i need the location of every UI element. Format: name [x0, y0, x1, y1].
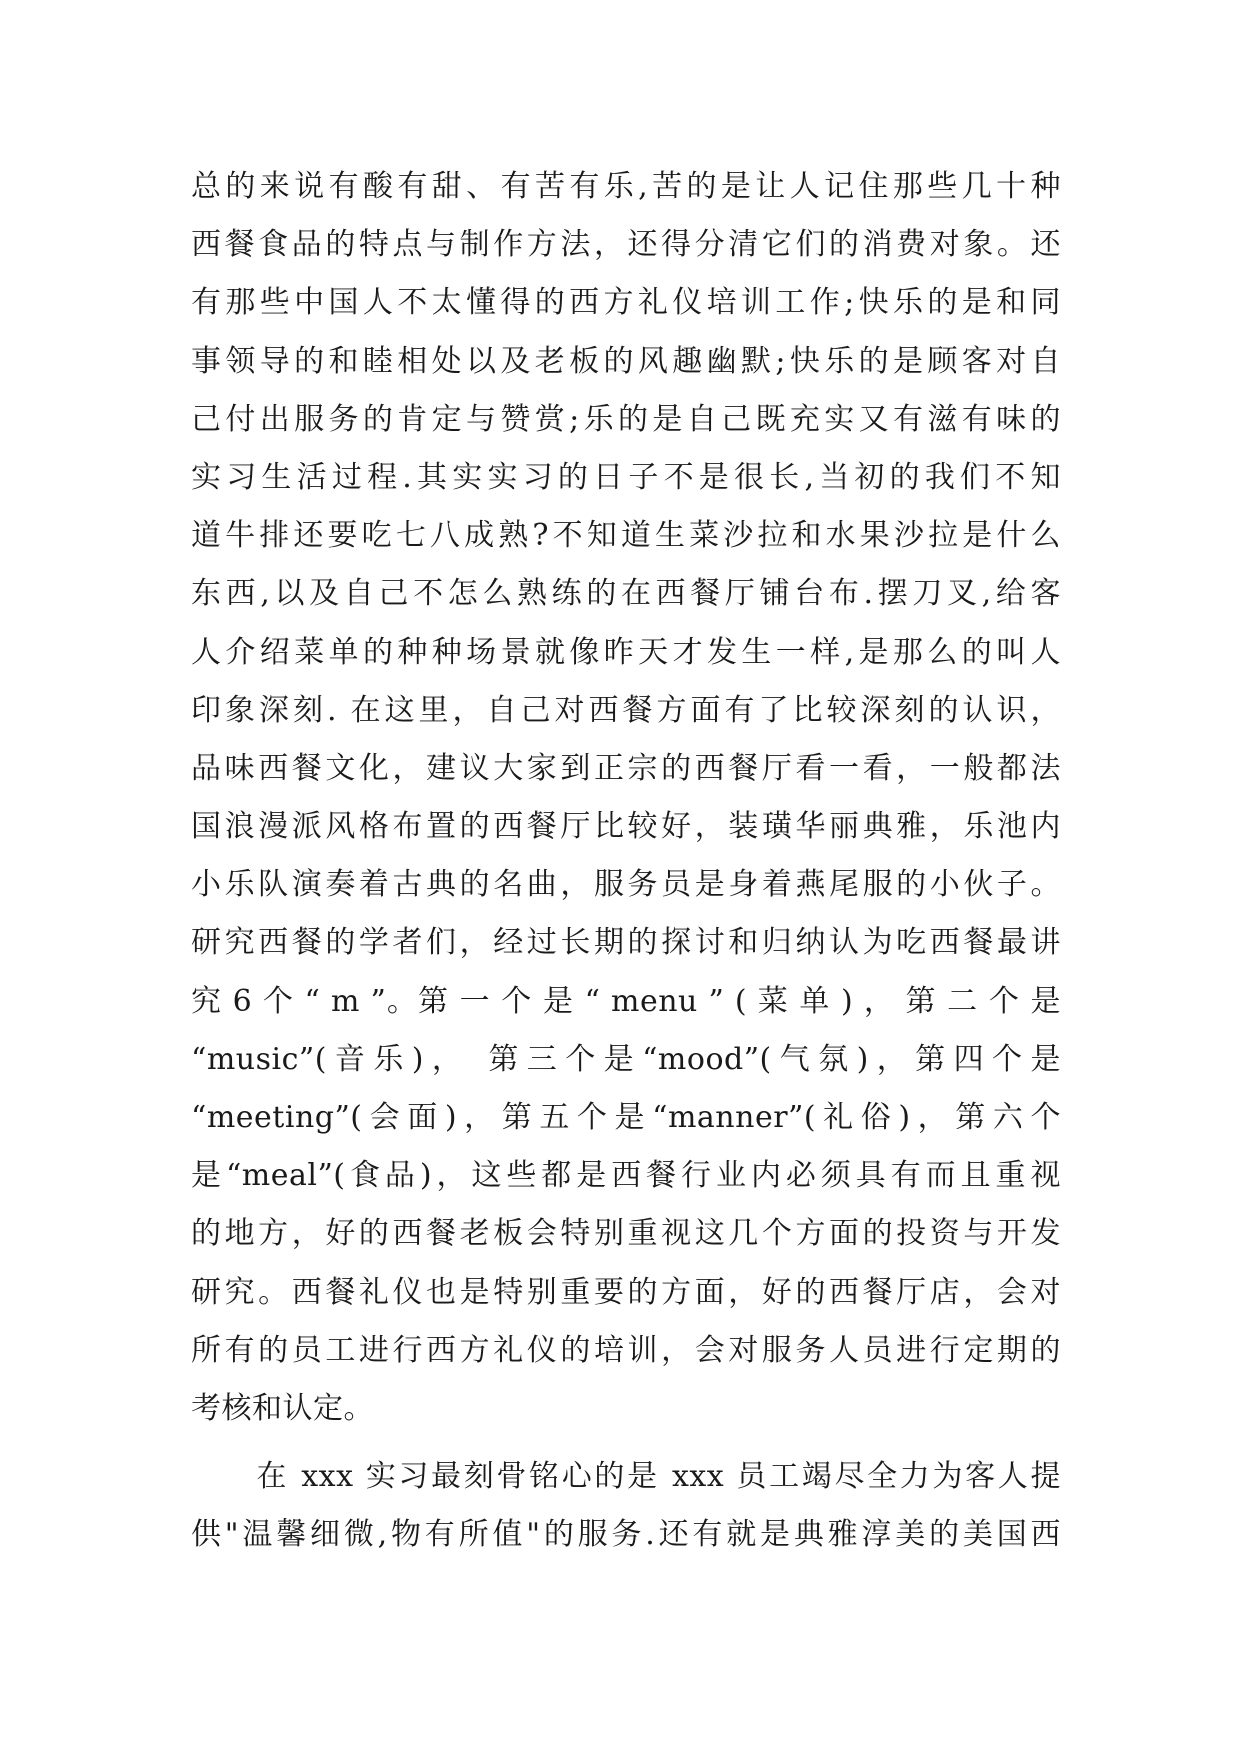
text-line: 东西,以及自己不怎么熟练的在西餐厅铺台布.摆刀叉,给客 [191, 576, 1061, 612]
text-line: 小乐队演奏着古典的名曲，服务员是身着燕尾服的小伙子。 [191, 867, 1061, 903]
text-line: 在 xxx 实习最刻骨铭心的是 xxx 员工竭尽全力为客人提 [191, 1459, 1061, 1495]
text-line: 实习生活过程.其实实习的日子不是很长,当初的我们不知 [191, 459, 1061, 495]
text-line: “meeting”(会面)，第五个是“manner”(礼俗)，第六个 [191, 1100, 1061, 1135]
text-line: 供"温馨细微,物有所值"的服务.还有就是典雅淳美的美国西 [191, 1517, 1061, 1553]
body-text [191, 158, 1061, 1565]
text-line: 所有的员工进行西方礼仪的培训，会对服务人员进行定期的 [191, 1332, 1061, 1368]
text-line: 研究。西餐礼仪也是特别重要的方面，好的西餐厅店，会对 [191, 1274, 1061, 1310]
text-line: 究 6 个 “ m ”。第 一 个 是 “ menu ” ( 菜 单 ) ， 第 二 个 是 [191, 983, 1061, 1019]
text-line: “music”(音乐)， 第三个是“mood”(气氛)，第四个是 [191, 1041, 1061, 1077]
text-line: 国浪漫派风格布置的西餐厅比较好，装璜华丽典雅，乐池内 [191, 809, 1061, 845]
paragraph-gap [191, 1438, 1061, 1448]
text-line: 研究西餐的学者们，经过长期的探讨和归纳认为吃西餐最讲 [191, 925, 1061, 961]
text-line: 总的来说有酸有甜、有苦有乐,苦的是让人记住那些几十种 [191, 169, 1061, 204]
text-line: 人介绍菜单的种种场景就像昨天才发生一样,是那么的叫人 [191, 634, 1061, 670]
text-line: 是“meal”(食品)，这些都是西餐行业内必须具有而且重视 [191, 1158, 1061, 1194]
text-line: 有那些中国人不太懂得的西方礼仪培训工作;快乐的是和同 [191, 285, 1061, 321]
text-line: 品味西餐文化，建议大家到正宗的西餐厅看一看，一般都法 [191, 750, 1061, 786]
text-line: 己付出服务的肯定与赞赏;乐的是自己既充实又有滋有味的 [191, 401, 1061, 437]
text-line: 印象深刻. 在这里，自己对西餐方面有了比较深刻的认识， [191, 692, 1061, 728]
text-line: 的地方，好的西餐老板会特别重视这几个方面的投资与开发 [191, 1216, 1061, 1252]
text-line: 西餐食品的特点与制作方法，还得分清它们的消费对象。还 [191, 227, 1061, 263]
text-line: 考核和认定。 [191, 1390, 374, 1426]
text-line: 道牛排还要吃七八成熟?不知道生菜沙拉和水果沙拉是什么 [191, 518, 1061, 554]
text-line: 事领导的和睦相处以及老板的风趣幽默;快乐的是顾客对自 [191, 343, 1061, 379]
